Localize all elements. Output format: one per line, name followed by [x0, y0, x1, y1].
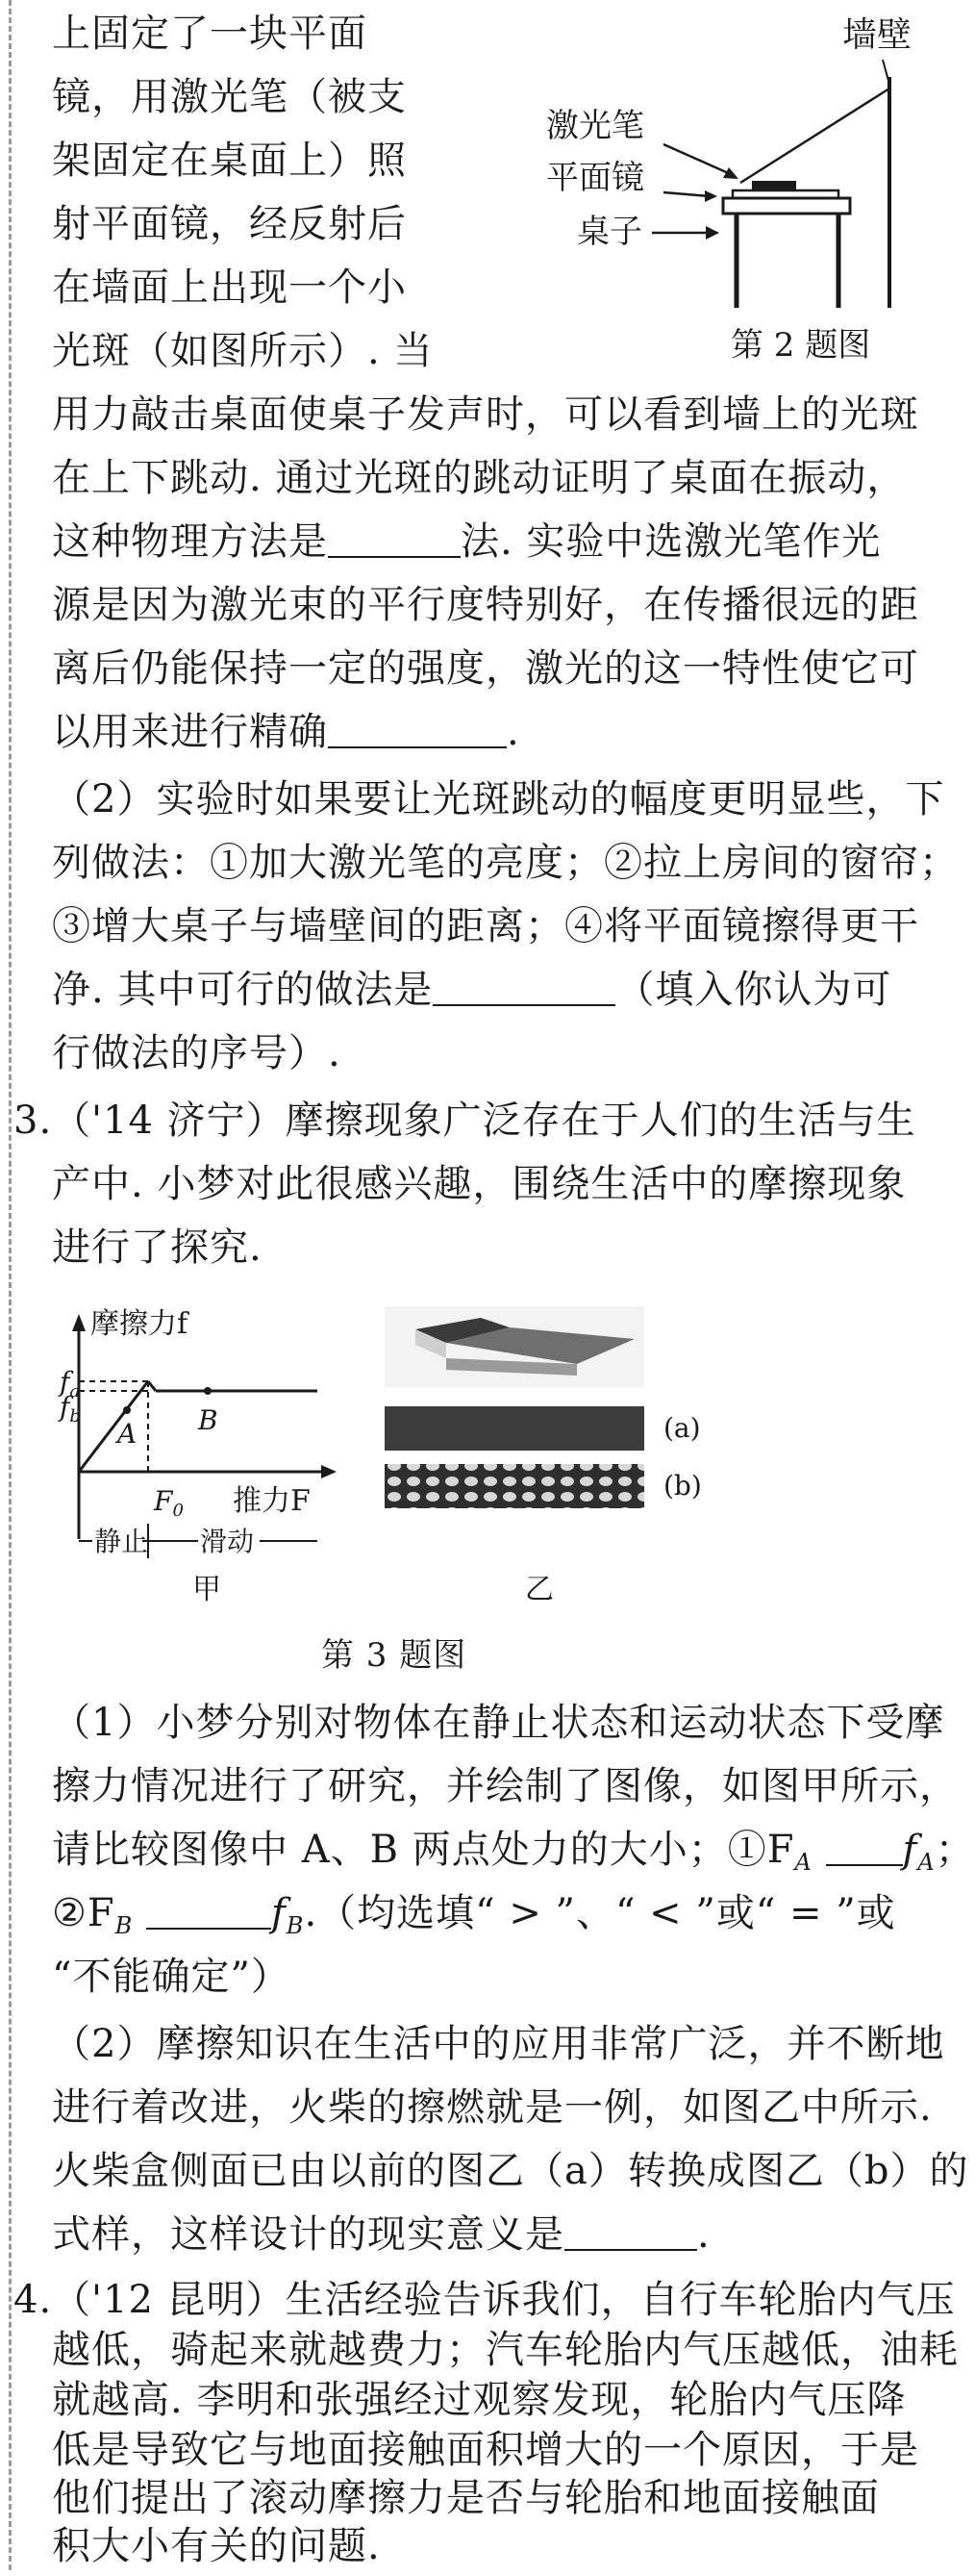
q2-text-line-1: 上固定了一块平面	[52, 12, 367, 56]
q3-line-2: 产中. 小梦对此很感兴趣，围绕生活中的摩擦现象	[52, 1162, 907, 1206]
q2-text-line-2: 镜，用激光笔（被支	[52, 75, 407, 119]
q2-part2-line-3: ③增大桌子与墙壁间的距离；④将平面镜擦得更干	[52, 904, 919, 948]
q3-part2-line-2: 进行着改进，火柴的擦燃就是一例，如图乙中所示.	[52, 2085, 933, 2130]
q2-part2-line-5: 行做法的序号）.	[52, 1031, 341, 1075]
q3-p1-line3-start: 请比较图像中 A、B 两点处力的大小；①F	[52, 1828, 795, 1872]
table-top	[723, 198, 850, 214]
answer-blank-methods[interactable]	[433, 968, 615, 1006]
q3-part1-line-4	[52, 1883, 896, 1956]
q2-text-line-7: 用力敲击桌面使桌子发声时，可以看到墙上的光斑	[52, 392, 919, 437]
q2-text-line-10: 源是因为激光束的平行度特别好，在传播很远的距	[52, 583, 919, 627]
matchbox-photo	[385, 1306, 644, 1387]
fa-subscript-2: A	[917, 1849, 936, 1876]
q4-line-3: 就越高. 李明和张强经过观察发现，轮胎内气压降	[52, 2378, 907, 2422]
answer-blank-compare-a[interactable]	[826, 1828, 903, 1866]
answer-blank-precision[interactable]	[328, 710, 507, 748]
photo-label-a: (a)	[663, 1412, 701, 1444]
q3-part2-line-3: 火柴盒侧面已由以前的图乙（a）转换成图乙（b）的	[52, 2149, 969, 2193]
graph-fa-label: $f_a$	[60, 1366, 81, 1402]
q3-p2-line4-end: .	[697, 2212, 711, 2257]
graph-y-label: 摩擦力f	[90, 1307, 188, 1341]
laser-pointer-line	[663, 144, 733, 175]
point-a-marker	[123, 1406, 131, 1414]
strike-surface-b	[385, 1464, 644, 1508]
fb-subscript-2: B	[286, 1912, 305, 1939]
q3-figure-caption: 第 3 题图	[321, 1636, 467, 1675]
answer-blank-method[interactable]	[328, 519, 461, 558]
q2-line12-end: .	[507, 710, 520, 754]
q4-line-4: 低是导致它与地面接触面积增大的一个原因，于是	[52, 2428, 919, 2472]
q2-p2-line4-end: （填入你认为可	[615, 968, 892, 1012]
graph-f0-label: $F_0$	[154, 1485, 184, 1521]
q3-figure	[58, 1289, 885, 1616]
q2-line9-start: 这种物理方法是	[52, 519, 328, 564]
table-arrow-icon	[706, 226, 719, 240]
static-region-label: 静止	[94, 1526, 149, 1557]
graph-fb-label: $f_b$	[60, 1391, 81, 1427]
q2-text-line-9	[52, 512, 881, 571]
q3-p1-line4-start: ②F	[52, 1891, 115, 1935]
y-axis-arrow-icon	[72, 1314, 86, 1331]
q4-line-1: （'12 昆明）生活经验告诉我们，自行车轮胎内气压	[52, 2278, 956, 2322]
graph-panel-label: 甲	[192, 1573, 221, 1606]
friction-drop-line	[148, 1381, 156, 1391]
q2-text-line-5: 在墙面上出现一个小	[52, 265, 407, 310]
laser-label: 激光笔	[546, 107, 644, 145]
point-a-label: A	[117, 1418, 138, 1450]
q2-line9-end: 法. 实验中选激光笔作光	[461, 519, 882, 564]
reflected-beam	[740, 88, 889, 183]
sliding-region-label: 滑动	[200, 1526, 255, 1557]
q4-line-5: 他们提出了滚动摩擦力是否与轮胎和地面接触面	[52, 2476, 880, 2520]
wall-label-pointer	[883, 60, 888, 81]
q2-text-line-6: 光斑（如图所示）. 当	[52, 329, 434, 373]
mirror-pointer-line	[663, 192, 710, 196]
q3-line-1: （'14 济宁）摩擦现象广泛存在于人们的生活与生	[52, 1099, 916, 1143]
q3-p1-line4-f: f	[270, 1891, 287, 1935]
wall-label: 墙壁	[842, 15, 912, 55]
strike-surface-a	[385, 1406, 644, 1451]
mirror-arrow-icon	[705, 190, 717, 202]
q4-number: 4.	[13, 2278, 53, 2322]
q2-p2-line4-start: 净. 其中可行的做法是	[52, 968, 434, 1012]
photo-panel-label: 乙	[525, 1573, 554, 1606]
table-label: 桌子	[577, 213, 642, 251]
q3-p1-line4-end: .（均选填“ > ”、“ < ”或“ = ”或	[304, 1891, 896, 1935]
q2-part2-line-1: （2）实验时如果要让光斑跳动的幅度更明显些，下	[52, 777, 945, 821]
q3-p1-line3-f: f	[902, 1828, 918, 1872]
laser-device	[752, 181, 796, 190]
q2-figure-caption: 第 2 题图	[731, 326, 871, 365]
x-axis-arrow-icon	[321, 1465, 337, 1478]
q2-part2-line-2: 列做法：①加大激光笔的亮度；②拉上房间的窗帘；	[52, 841, 959, 885]
mirror-label: 平面镜	[546, 159, 644, 197]
photo-label-b: (b)	[663, 1470, 702, 1502]
q3-p1-line3-end: ；	[935, 1828, 975, 1872]
fa-subscript-1: A	[794, 1849, 812, 1876]
fb-subscript-1: B	[114, 1912, 134, 1939]
answer-blank-compare-b[interactable]	[146, 1891, 271, 1930]
graph-x-label: 推力F	[233, 1484, 311, 1518]
laser-arrow-icon	[723, 167, 738, 179]
q4-line-6: 积大小有关的问题.	[52, 2524, 381, 2568]
q3-part1-line-1: （1）小梦分别对物体在静止状态和运动状态下受摩	[52, 1701, 945, 1745]
static-friction-line	[79, 1381, 148, 1472]
q2-line12-start: 以用来进行精确	[52, 710, 328, 754]
point-b-label: B	[198, 1404, 218, 1436]
q3-line-3: 进行了探究.	[52, 1225, 262, 1270]
dashed-margin-line	[9, 0, 12, 2570]
point-b-marker	[204, 1387, 212, 1395]
q3-part1-line-3	[52, 1820, 975, 1892]
q2-part2-line-4	[52, 960, 891, 1020]
q2-text-line-12	[52, 702, 520, 762]
q3-part1-line-5: “不能确定”）	[52, 1955, 290, 1999]
q3-p2-line4-start: 式样，这样设计的现实意义是	[52, 2212, 564, 2257]
q4-line-2: 越低，骑起来就越费力；汽车轮胎内气压越低，油耗	[52, 2328, 959, 2372]
q2-text-line-4: 射平面镜，经反射后	[52, 202, 407, 246]
q3-part2-line-4	[52, 2205, 711, 2264]
q2-text-line-11: 离后仍能保持一定的强度，激光的这一特性使它可	[52, 646, 919, 691]
q3-part1-line-2: 擦力情况进行了研究，并绘制了图像，如图甲所示，	[52, 1764, 959, 1808]
q2-text-line-8: 在上下跳动. 通过光斑的跳动证明了桌面在振动，	[52, 456, 907, 500]
q3-part2-line-1: （2）摩擦知识在生活中的应用非常广泛，并不断地	[52, 2022, 945, 2066]
q2-text-line-3: 架固定在桌面上）照	[52, 139, 407, 183]
q2-figure	[481, 0, 912, 385]
answer-blank-significance[interactable]	[564, 2212, 697, 2251]
q3-number: 3.	[13, 1099, 53, 1143]
